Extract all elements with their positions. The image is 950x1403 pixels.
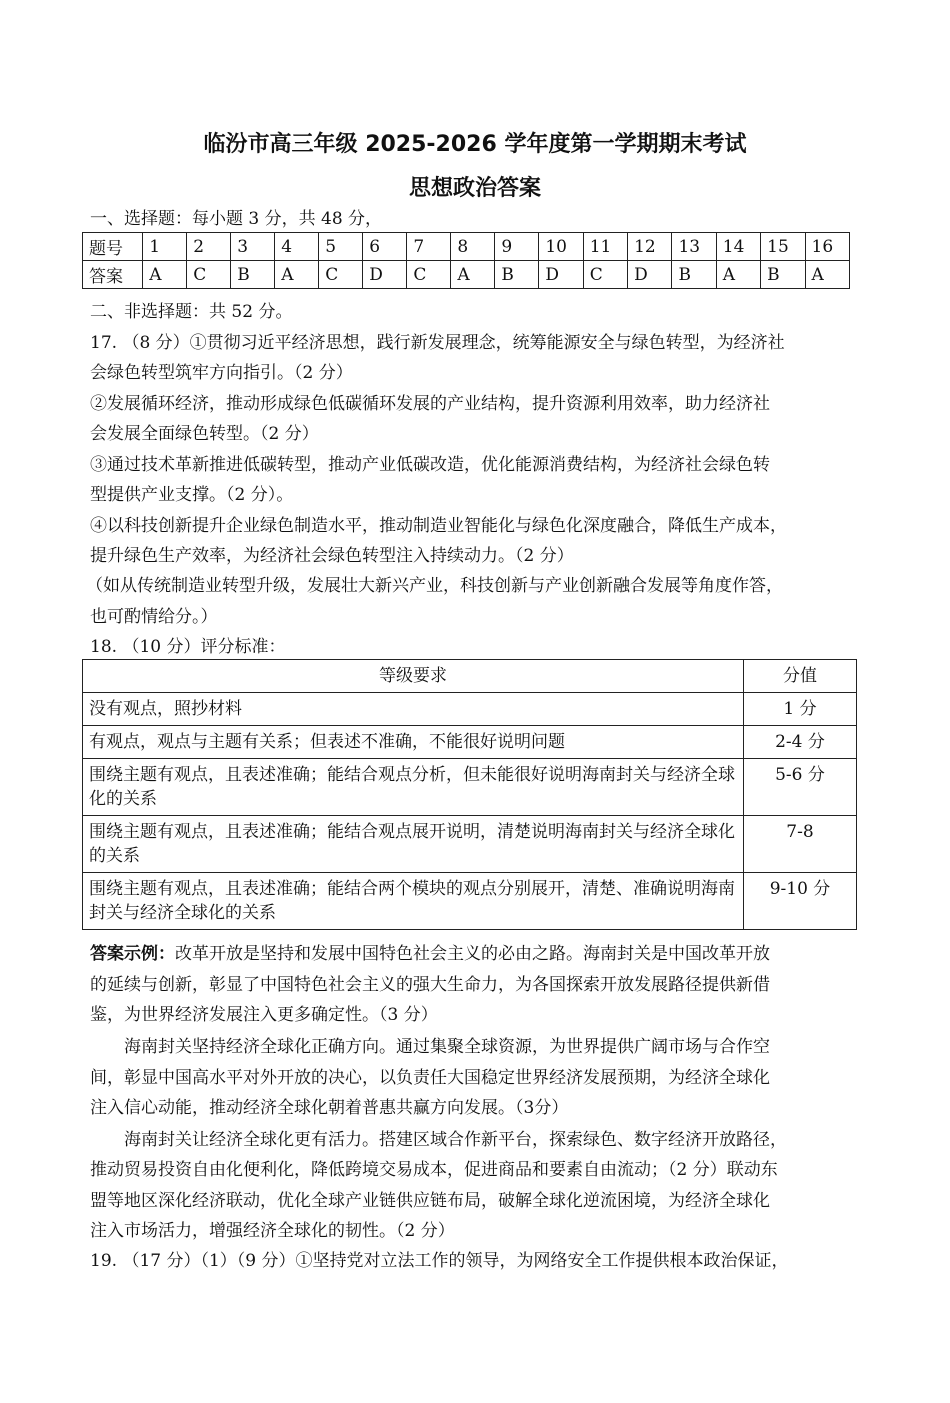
q17-line: 提升绿色生产效率，为经济社会绿色转型注入持续动力。（2 分） [90,546,574,566]
q-answer: C [187,261,231,289]
q-answer: D [539,261,583,289]
q-number: 15 [761,233,805,261]
q-answer: C [407,261,451,289]
q-answer: B [231,261,275,289]
rubric-score: 5-6 分 [744,759,857,816]
q17-line: 型提供产业支撑。（2 分）。 [90,485,294,505]
rubric-row [83,726,857,759]
q17-line: 会绿色转型筑牢方向指引。（2 分） [90,363,353,383]
q18-para2-line: 间，彰显中国高水平对外开放的决心，以负责任大国稳定世界经济发展预期，为经济全球化 [90,1068,770,1088]
q-answer: B [761,261,805,289]
question-number-row [83,233,850,261]
q-answer: B [672,261,716,289]
q-answer: A [451,261,495,289]
q-number: 12 [628,233,672,261]
rubric-header-requirement: 等级要求 [83,660,744,693]
q18-example-line: 的延续与创新，彰显了中国特色社会主义的强大生命力，为各国探索开放发展路径提供新借 [90,975,770,995]
q17-line: ③通过技术革新推进低碳转型，推动产业低碳改造，优化能源消费结构，为经济社会绿色转 [90,455,770,475]
q18-example-line: 鉴，为世界经济发展注入更多确定性。（3 分） [90,1005,438,1025]
section2-heading: 二、非选择题：共 52 分。 [90,302,293,322]
row-label-number: 题号 [83,233,143,261]
rubric-requirement: 围绕主题有观点，且表述准确；能结合两个模块的观点分别展开，清楚、准确说明海南封关与经济全球化的关系 [83,873,744,930]
rubric-header-row [83,660,857,693]
q19-line: 19. （17 分）（1）（9 分）①坚持党对立法工作的领导，为网络安全工作提供根本政治保证， [90,1251,789,1271]
q-number: 7 [407,233,451,261]
q18-heading: 18. （10 分）评分标准： [90,637,286,657]
q-answer: A [716,261,760,289]
rubric-score: 7-8 [744,816,857,873]
q17-line: ②发展循环经济，推动形成绿色低碳循环发展的产业结构，提升资源利用效率，助力经济社 [90,394,770,414]
q17-line: （如从传统制造业转型升级，发展壮大新兴产业，科技创新与产业创新融合发展等角度作答， [86,576,783,596]
q-number: 8 [451,233,495,261]
q-number: 4 [275,233,319,261]
rubric-header-score: 分值 [744,660,857,693]
rubric-row [83,873,857,930]
rubric-requirement: 围绕主题有观点，且表述准确；能结合观点展开说明，清楚说明海南封关与经济全球化的关系 [83,816,744,873]
rubric-requirement: 围绕主题有观点，且表述准确；能结合观点分析，但未能很好说明海南封关与经济全球化的关系 [83,759,744,816]
section1-heading: 一、选择题：每小题 3 分，共 48 分， [90,209,383,229]
rubric-row [83,759,857,816]
q18-para2-line: 海南封关坚持经济全球化正确方向。通过集聚全球资源，为世界提供广阔市场与合作空 [124,1037,770,1057]
q-answer: D [363,261,407,289]
rubric-row [83,693,857,726]
q-answer: A [805,261,849,289]
q-number: 1 [143,233,187,261]
q18-para3-line: 推动贸易投资自由化便利化，降低跨境交易成本，促进商品和要素自由流动；（2 分）联动东 [90,1160,778,1180]
q18-example-line [90,944,870,964]
rubric-requirement: 有观点，观点与主题有关系；但表述不准确，不能很好说明问题 [83,726,744,759]
q-number: 14 [716,233,760,261]
q18-para3-line: 盟等地区深化经济联动，优化全球产业链供应链布局，破解全球化逆流困境，为经济全球化 [90,1191,770,1211]
q18-para3-line: 海南封关让经济全球化更有活力。搭建区域合作新平台，探索绿色、数字经济开放路径， [124,1130,787,1150]
q-number: 16 [805,233,849,261]
q17-line: 会发展全面绿色转型。（2 分） [90,424,319,444]
q17-line: 也可酌情给分。） [90,607,218,627]
subject-title: 思想政治答案 [408,176,541,201]
exam-title: 临汾市高三年级 2025-2026 学年度第一学期期末考试 [203,132,747,157]
answer-row [83,261,850,289]
q-answer: C [319,261,363,289]
q-number: 10 [539,233,583,261]
q-number: 5 [319,233,363,261]
q-number: 6 [363,233,407,261]
q18-para2-line: 注入信心动能，推动经济全球化朝着普惠共赢方向发展。（3分） [90,1098,569,1118]
q-number: 9 [495,233,539,261]
q-number: 13 [672,233,716,261]
q-answer: D [628,261,672,289]
q-number: 3 [231,233,275,261]
rubric-score: 1 分 [744,693,857,726]
grading-rubric-table [82,659,857,930]
mcq-answer-table [82,232,850,289]
example-label: 答案示例： [90,944,175,964]
row-label-answer: 答案 [83,261,143,289]
rubric-score: 9-10 分 [744,873,857,930]
q18-para3-line: 注入市场活力，增强经济全球化的韧性。（2 分） [90,1221,455,1241]
q-number: 2 [187,233,231,261]
q-answer: A [275,261,319,289]
rubric-row [83,816,857,873]
q-number: 11 [583,233,627,261]
q-answer: C [583,261,627,289]
q17-line: ④以科技创新提升企业绿色制造水平，推动制造业智能化与绿色化深度融合，降低生产成本， [90,516,787,536]
q17-line: 17. （8 分）①贯彻习近平经济思想，践行新发展理念，统筹能源安全与绿色转型，为经济社 [90,333,785,353]
rubric-score: 2-4 分 [744,726,857,759]
q-answer: A [143,261,187,289]
rubric-requirement: 没有观点，照抄材料 [83,693,744,726]
q-answer: B [495,261,539,289]
example-text: 改革开放是坚持和发展中国特色社会主义的必由之路。海南封关是中国改革开放 [175,944,770,964]
